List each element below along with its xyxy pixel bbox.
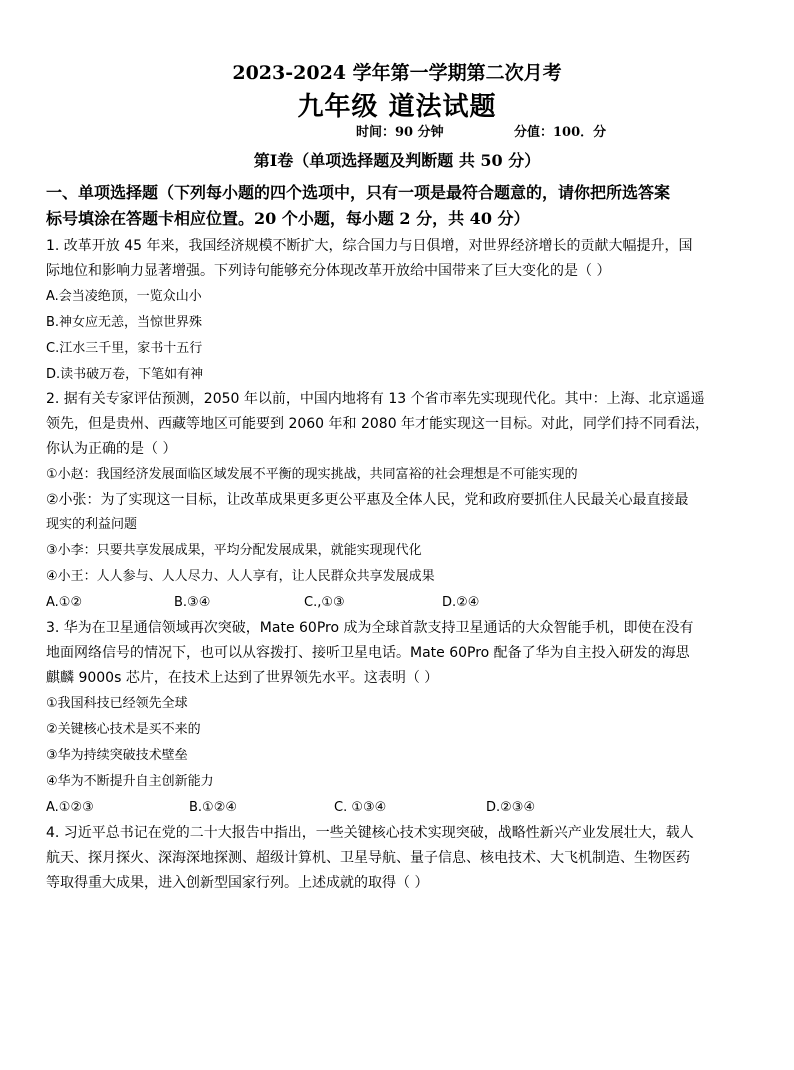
exam-time: 时间：90 分钟 <box>356 125 444 140</box>
q2-statement-1: ①小赵：我国经济发展面临区域发展不平衡的现实挑战，共同富裕的社会理想是不可能实现的 <box>46 467 578 482</box>
q1-option-d: D.读书破万卷，下笔如有神 <box>46 367 204 382</box>
exam-subtitle: 九年级 道法试题 <box>297 92 497 122</box>
q3-statement-2: ②关键核心技术是买不来的 <box>46 722 201 737</box>
q3-statement-1: ①我国科技已经领先全球 <box>46 696 188 711</box>
q2-stem-line1: 2. 据有关专家评估预测，2050 年以前，中国内地将有 13 个省市率先实现现代化。其中：上海、北京遥遥 <box>46 391 705 407</box>
q1-option-a: A.会当凌绝顶，一览众山小 <box>46 289 202 304</box>
q3-stem-line1: 3. 华为在卫星通信领域再次突破，Mate 60Pro 成为全球首款支持卫星通话的大众智能手机，即使在没有 <box>46 620 694 636</box>
q3-stem-line3: 麒麟 9000s 芯片，在技术上达到了世界领先水平。这表明（ ） <box>46 670 439 686</box>
q2-option-b: B.③④ <box>174 595 211 610</box>
part-heading: 第Ⅰ卷（单项选择题及判断题 共 50 分） <box>253 151 541 170</box>
section-heading-line2: 标号填涂在答题卡相应位置。20 个小题，每小题 2 分，共 40 分） <box>46 209 530 228</box>
section-heading-line1: 一、单项选择题（下列每小题的四个选项中，只有一项是最符合题意的，请你把所选答案 <box>46 183 671 202</box>
exam-score: 分值：100．分 <box>514 125 607 140</box>
q2-option-d: D.②④ <box>442 595 480 610</box>
q2-statement-2-line2: 现实的利益问题 <box>46 517 138 532</box>
q3-statement-4: ④华为不断提升自主创新能力 <box>46 774 214 789</box>
q2-options-row <box>46 592 766 614</box>
q3-option-c: C. ①③④ <box>334 800 387 815</box>
exam-title: 2023-2024 学年第一学期第二次月考 <box>232 62 562 84</box>
q3-stem-line2: 地面网络信号的情况下，也可以从容拨打、接听卫星电话。Mate 60Pro 配备了华为自主投入研发的海思 <box>46 645 690 661</box>
q2-option-c: C.,①③ <box>304 595 345 610</box>
q2-statement-2-line1: ②小张：为了实现这一目标，让改革成果更多更公平惠及全体人民，党和政府要抓住人民最关心最直接最 <box>46 492 689 508</box>
q1-option-c: C.江水三千里，家书十五行 <box>46 341 203 356</box>
q1-stem-line2: 际地位和影响力显著增强。下列诗句能够充分体现改革开放给中国带来了巨大变化的是（ ） <box>46 263 611 279</box>
q3-option-a: A.①②③ <box>46 800 94 815</box>
q2-statement-4: ④小王：人人参与、人人尽力、人人享有，让人民群众共享发展成果 <box>46 569 435 584</box>
q4-stem-line1: 4. 习近平总书记在党的二十大报告中指出，一些关键核心技术实现突破，战略性新兴产业发展壮大，载人 <box>46 825 694 841</box>
q2-stem-line3: 你认为正确的是（ ） <box>46 441 177 457</box>
q1-option-b: B.神女应无恙，当惊世界殊 <box>46 315 203 330</box>
q3-option-d: D.②③④ <box>486 800 536 815</box>
q1-stem-line1: 1. 改革开放 45 年来，我国经济规模不断扩大，综合国力与日俱增，对世界经济增长的贡献大幅提升，国 <box>46 238 693 254</box>
q3-option-b: B.①②④ <box>189 800 238 815</box>
q3-statement-3: ③华为持续突破技术壁垒 <box>46 748 188 763</box>
q2-stem-line2: 领先，但是贵州、西藏等地区可能要到 2060 年和 2080 年才能实现这一目标。对此，同学们持不同看法， <box>46 416 710 432</box>
q3-options-row <box>46 797 766 819</box>
q4-stem-line3: 等取得重大成果，进入创新型国家行列。上述成就的取得（ ） <box>46 875 429 891</box>
q2-statement-3: ③小李：只要共享发展成果，平均分配发展成果，就能实现现代化 <box>46 543 422 558</box>
q2-option-a: A.①② <box>46 595 83 610</box>
q4-stem-line2: 航天、探月探火、深海深地探测、超级计算机、卫星导航、量子信息、核电技术、大飞机制造、生物医药 <box>46 850 690 866</box>
